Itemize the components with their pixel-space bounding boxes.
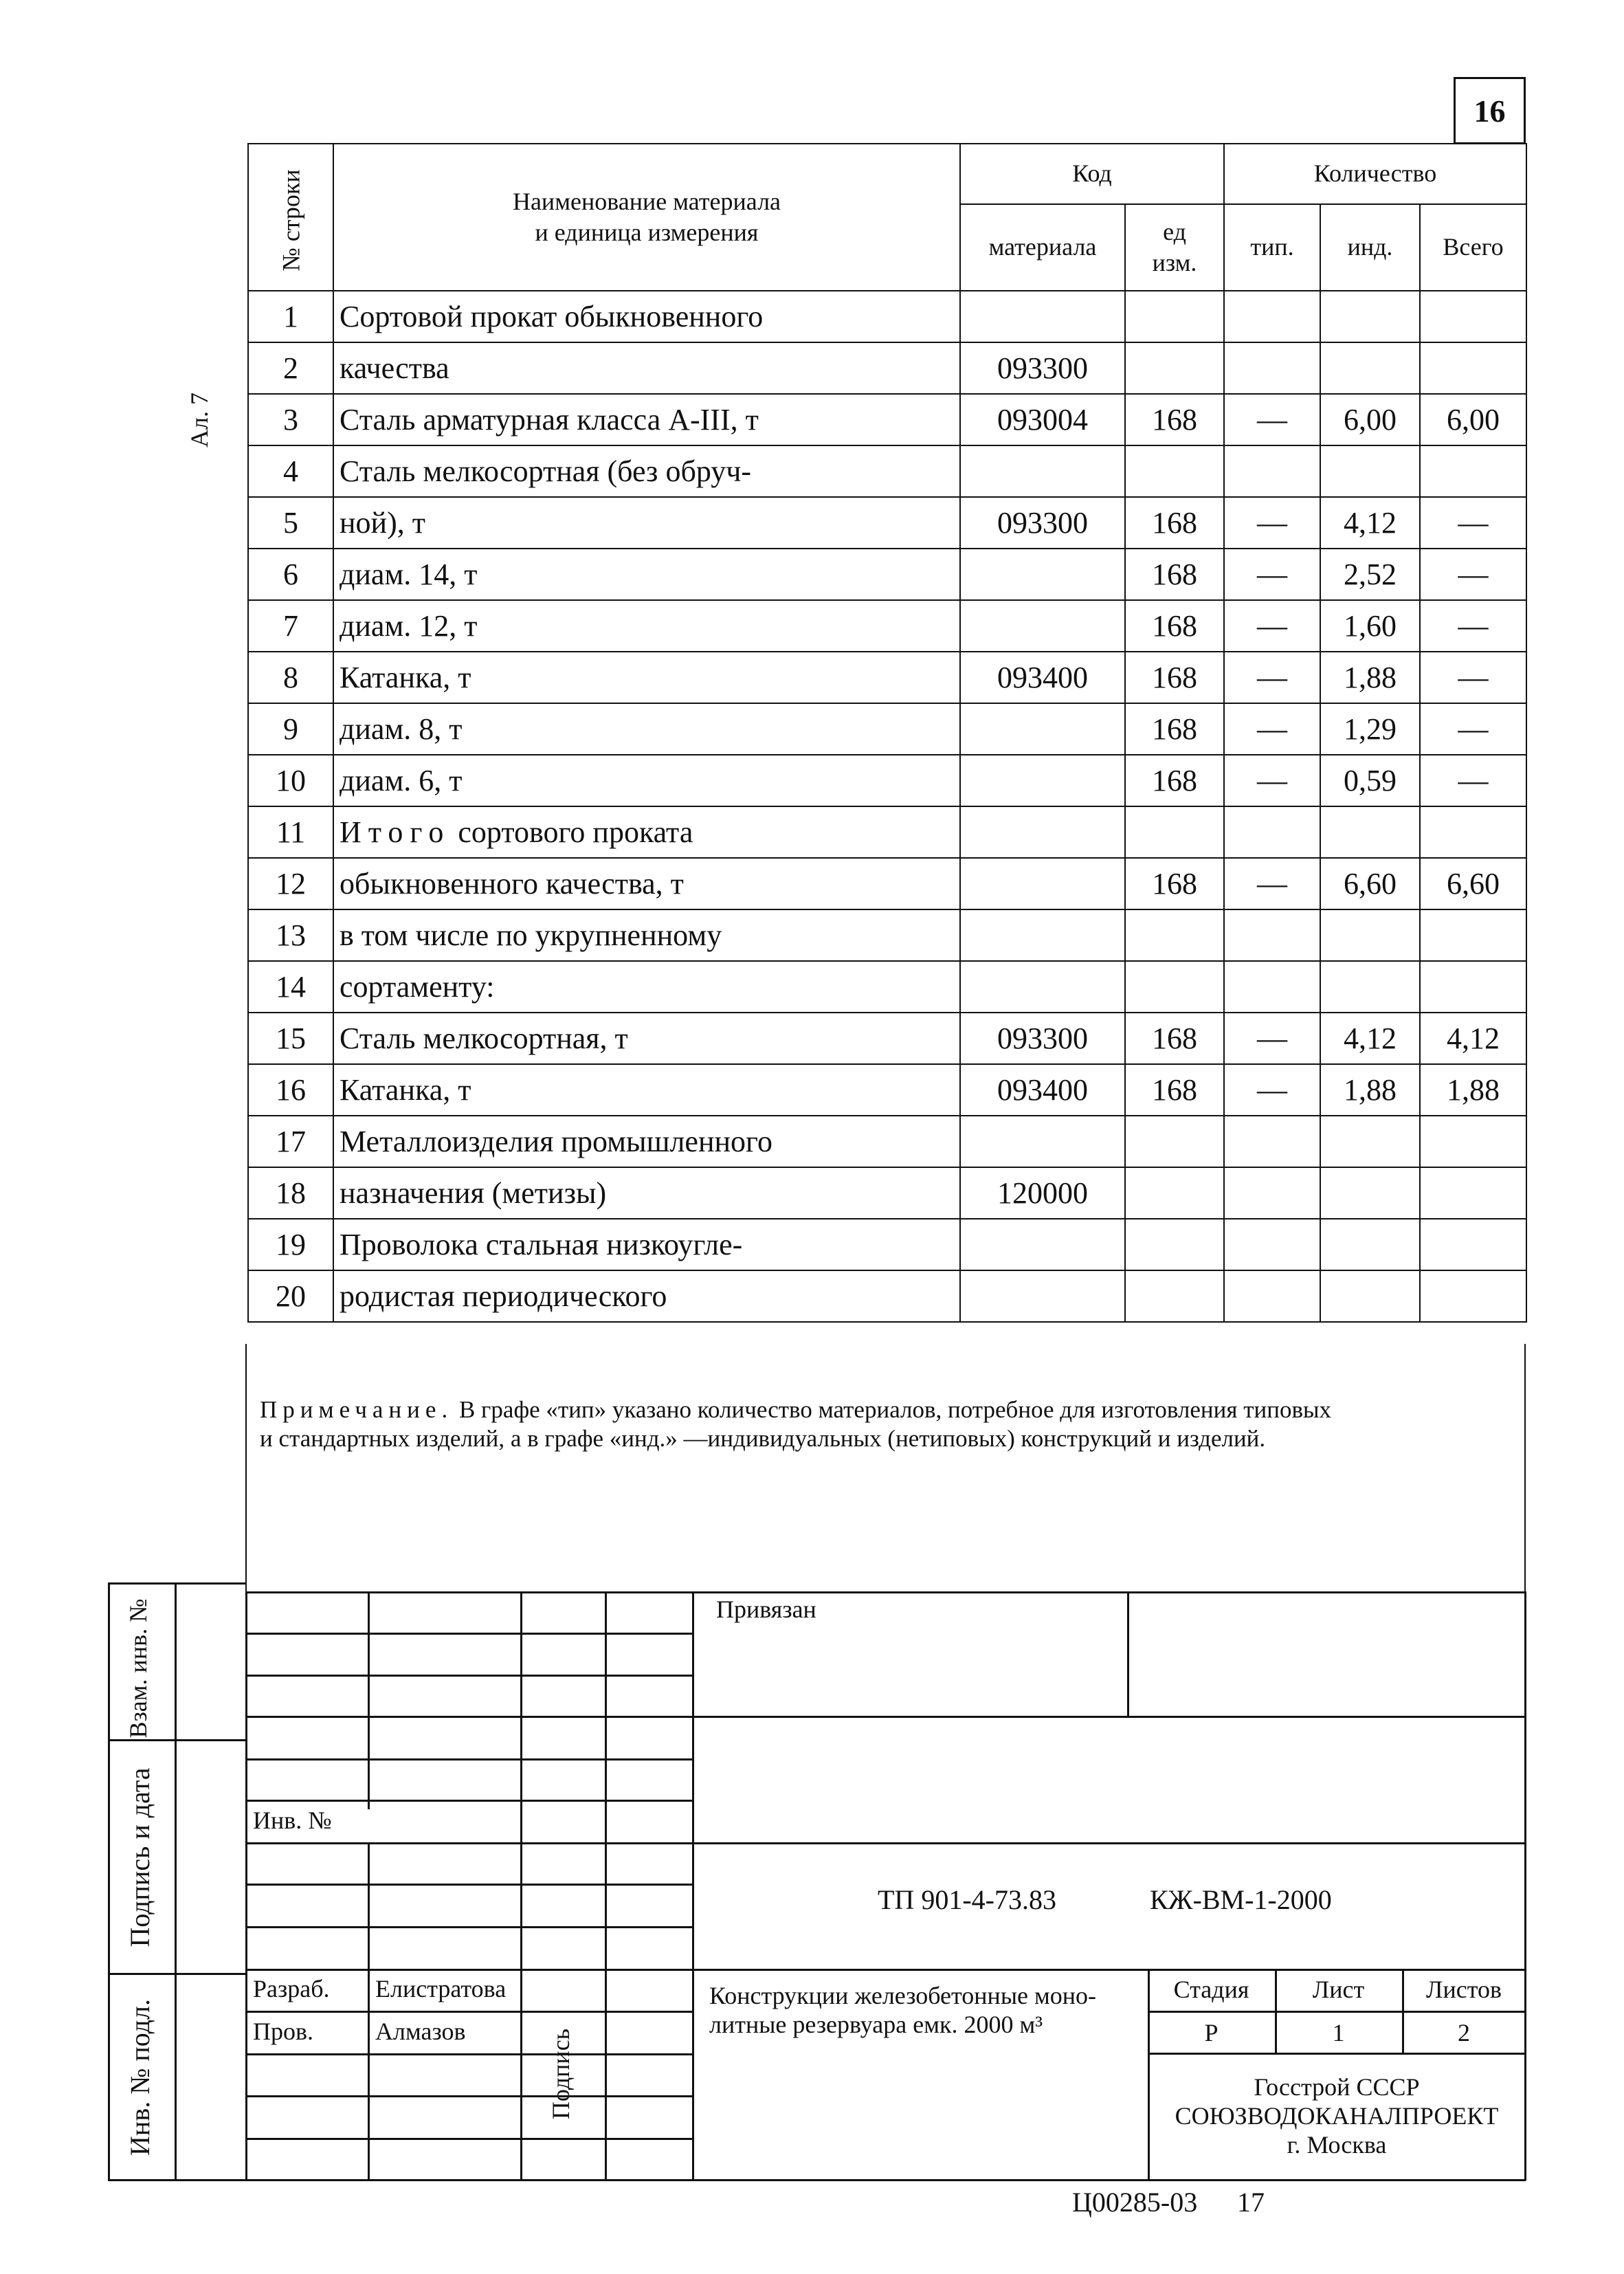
sheets-value: 2 — [1458, 2019, 1470, 2046]
qty-individual — [1320, 1116, 1420, 1167]
table-row — [248, 858, 1526, 909]
table-row — [248, 1219, 1526, 1270]
unit-code — [1125, 342, 1224, 394]
material-name: Катанка, т — [333, 652, 960, 703]
qty-typical — [1224, 342, 1320, 394]
qty-total — [1420, 1116, 1526, 1167]
label-signature-date: Подпись и дата — [124, 1767, 155, 1947]
table-row — [248, 1064, 1526, 1116]
qty-total: 1,88 — [1420, 1064, 1526, 1116]
material-name: диам. 6, т — [333, 755, 960, 806]
table-row — [248, 394, 1526, 445]
material-name: Проволока стальная низкоугле- — [333, 1219, 960, 1270]
developed-label: Разраб. — [253, 1975, 330, 2002]
material-name: Сталь мелкосортная (без обруч- — [333, 445, 960, 497]
unit-code — [1125, 909, 1224, 961]
unit-code: 168 — [1125, 755, 1224, 806]
qty-typical — [1224, 1167, 1320, 1219]
qty-typical: — — [1224, 652, 1320, 703]
org-line3: г. Москва — [1287, 2131, 1387, 2159]
material-name: Катанка, т — [333, 1064, 960, 1116]
row-number: 9 — [248, 703, 333, 755]
row-number: 2 — [248, 342, 333, 394]
row-number: 14 — [248, 961, 333, 1013]
header-qty-typical: тип. — [1224, 204, 1320, 291]
material-name: Сортовой прокат обыкновенного — [333, 291, 960, 342]
unit-code: 168 — [1125, 497, 1224, 549]
header-code-group: Код — [960, 144, 1224, 204]
qty-total: 6,00 — [1420, 394, 1526, 445]
qty-total: 4,12 — [1420, 1013, 1526, 1064]
material-name: Металлоизделия промышленного — [333, 1116, 960, 1167]
qty-typical: — — [1224, 1064, 1320, 1116]
qty-individual: 1,88 — [1320, 652, 1420, 703]
qty-total — [1420, 1167, 1526, 1219]
qty-total — [1420, 961, 1526, 1013]
row-number: 8 — [248, 652, 333, 703]
material-code — [960, 1219, 1125, 1270]
row-number: 7 — [248, 600, 333, 652]
unit-code: 168 — [1125, 600, 1224, 652]
material-code: 093004 — [960, 394, 1125, 445]
project-code: ТП 901-4-73.83 — [878, 1884, 1056, 1915]
qty-individual: 0,59 — [1320, 755, 1420, 806]
header-code-material: материала — [960, 204, 1125, 291]
row-number: 18 — [248, 1167, 333, 1219]
table-row — [248, 755, 1526, 806]
unit-code — [1125, 1116, 1224, 1167]
qty-typical — [1224, 806, 1320, 858]
note-frame — [245, 1344, 1526, 1591]
qty-typical — [1224, 291, 1320, 342]
material-name: назначения (метизы) — [333, 1167, 960, 1219]
table-row — [248, 652, 1526, 703]
header-quantity-group: Количество — [1224, 144, 1526, 204]
material-code: 093300 — [960, 342, 1125, 394]
qty-typical — [1224, 445, 1320, 497]
material-name: качества — [333, 342, 960, 394]
row-number: 12 — [248, 858, 333, 909]
row-number: 19 — [248, 1219, 333, 1270]
org-line1: Госстрой СССР — [1254, 2073, 1420, 2101]
unit-code — [1125, 445, 1224, 497]
developed-name: Елистратова — [375, 1975, 507, 2002]
material-code: 093300 — [960, 1013, 1125, 1064]
qty-total: — — [1420, 549, 1526, 600]
qty-total: — — [1420, 497, 1526, 549]
qty-typical: — — [1224, 1013, 1320, 1064]
qty-individual: 1,88 — [1320, 1064, 1420, 1116]
qty-typical — [1224, 1270, 1320, 1322]
qty-typical: — — [1224, 703, 1320, 755]
table-row — [248, 549, 1526, 600]
qty-individual: 2,52 — [1320, 549, 1420, 600]
footer-doc-code: Ц00285-03 — [1072, 2187, 1198, 2218]
material-name: Итого сортового проката — [333, 806, 960, 858]
unit-code — [1125, 1219, 1224, 1270]
qty-total — [1420, 1270, 1526, 1322]
qty-individual — [1320, 909, 1420, 961]
material-name: ной), т — [333, 497, 960, 549]
stage-label: Стадия — [1173, 1976, 1249, 2003]
material-code — [960, 1116, 1125, 1167]
header-name: Наименование материала и единица измерения — [333, 144, 960, 291]
footer-page: 17 — [1237, 2187, 1265, 2218]
row-number: 1 — [248, 291, 333, 342]
material-code — [960, 703, 1125, 755]
qty-typical: — — [1224, 755, 1320, 806]
label-replaced-inv: Взам. инв. № — [124, 1598, 152, 1738]
materials-table — [247, 143, 1527, 1323]
material-code — [960, 961, 1125, 1013]
qty-individual — [1320, 445, 1420, 497]
unit-code: 168 — [1125, 652, 1224, 703]
qty-individual: 1,60 — [1320, 600, 1420, 652]
material-code — [960, 291, 1125, 342]
row-number: 11 — [248, 806, 333, 858]
unit-code — [1125, 961, 1224, 1013]
qty-total — [1420, 1219, 1526, 1270]
sheet-code: КЖ-ВМ-1-2000 — [1150, 1884, 1332, 1915]
unit-code: 168 — [1125, 858, 1224, 909]
qty-individual — [1320, 291, 1420, 342]
qty-individual: 1,29 — [1320, 703, 1420, 755]
bound-label: Привязан — [716, 1596, 816, 1623]
table-row — [248, 703, 1526, 755]
unit-code: 168 — [1125, 394, 1224, 445]
qty-individual — [1320, 1167, 1420, 1219]
checked-label: Пров. — [253, 2018, 313, 2045]
unit-code: 168 — [1125, 703, 1224, 755]
org-line2: СОЮЗВОДОКАНАЛПРОЕКТ — [1175, 2102, 1499, 2130]
unit-code: 168 — [1125, 1064, 1224, 1116]
qty-total — [1420, 342, 1526, 394]
sheet-label: Лист — [1312, 1976, 1365, 2003]
qty-total — [1420, 291, 1526, 342]
material-code — [960, 755, 1125, 806]
qty-typical: — — [1224, 394, 1320, 445]
sheet-value: 1 — [1332, 2019, 1345, 2046]
qty-typical: — — [1224, 549, 1320, 600]
row-number: 3 — [248, 394, 333, 445]
table-row — [248, 342, 1526, 394]
qty-total: — — [1420, 600, 1526, 652]
unit-code — [1125, 1167, 1224, 1219]
material-code — [960, 445, 1125, 497]
qty-total: — — [1420, 652, 1526, 703]
material-name: Сталь арматурная класса А-III, т — [333, 394, 960, 445]
page-number: 16 — [1473, 93, 1506, 129]
unit-code — [1125, 291, 1224, 342]
row-number: 17 — [248, 1116, 333, 1167]
qty-typical — [1224, 961, 1320, 1013]
row-number: 5 — [248, 497, 333, 549]
material-name: родистая периодического — [333, 1270, 960, 1322]
qty-total: — — [1420, 755, 1526, 806]
stage-value: Р — [1204, 2019, 1219, 2046]
row-number: 13 — [248, 909, 333, 961]
material-code — [960, 549, 1125, 600]
header-qty-individual: инд. — [1320, 204, 1420, 291]
row-number: 16 — [248, 1064, 333, 1116]
qty-typical — [1224, 1116, 1320, 1167]
header-row-number: № строки — [248, 144, 333, 291]
material-code — [960, 806, 1125, 858]
unit-code: 168 — [1125, 1013, 1224, 1064]
qty-individual — [1320, 1219, 1420, 1270]
row-number: 6 — [248, 549, 333, 600]
material-name: сортаменту: — [333, 961, 960, 1013]
signature-label: Подпись — [547, 2028, 575, 2120]
note-line1: В графе «тип» указано количество материалов, потребное для изготовления типовых — [453, 1396, 1332, 1423]
material-code: 093400 — [960, 652, 1125, 703]
sheets-label: Листов — [1426, 1976, 1502, 2003]
material-code — [960, 600, 1125, 652]
table-row — [248, 1167, 1526, 1219]
table-row — [248, 497, 1526, 549]
header-qty-total: Всего — [1420, 204, 1526, 291]
material-name: в том числе по укрупненному — [333, 909, 960, 961]
qty-individual: 4,12 — [1320, 497, 1420, 549]
qty-total — [1420, 909, 1526, 961]
note-label: Примечание. — [260, 1396, 454, 1423]
material-code: 093300 — [960, 497, 1125, 549]
qty-individual — [1320, 342, 1420, 394]
material-code — [960, 858, 1125, 909]
material-code — [960, 1270, 1125, 1322]
title-line2: литные резервуара емк. 2000 м³ — [709, 2011, 1043, 2038]
table-row — [248, 1013, 1526, 1064]
material-name: обыкновенного качества, т — [333, 858, 960, 909]
material-name: диам. 8, т — [333, 703, 960, 755]
qty-total: — — [1420, 703, 1526, 755]
material-name: диам. 14, т — [333, 549, 960, 600]
table-row — [248, 806, 1526, 858]
page-number-box — [1454, 77, 1526, 144]
qty-individual: 4,12 — [1320, 1013, 1420, 1064]
row-number: 4 — [248, 445, 333, 497]
qty-individual: 6,60 — [1320, 858, 1420, 909]
note — [260, 1395, 1517, 1453]
qty-typical: — — [1224, 600, 1320, 652]
unit-code: 168 — [1125, 549, 1224, 600]
qty-individual: 6,00 — [1320, 394, 1420, 445]
row-number: 15 — [248, 1013, 333, 1064]
qty-individual — [1320, 806, 1420, 858]
qty-typical: — — [1224, 858, 1320, 909]
qty-typical — [1224, 909, 1320, 961]
label-inv-orig: Инв. № подл. — [124, 1999, 155, 2156]
qty-total — [1420, 445, 1526, 497]
qty-individual — [1320, 1270, 1420, 1322]
note-line2: и стандартных изделий, а в графе «инд.» —индивидуальных (нетиповых) конструкций и изделий. — [260, 1425, 1266, 1452]
qty-typical: — — [1224, 497, 1320, 549]
qty-total — [1420, 806, 1526, 858]
table-row — [248, 1116, 1526, 1167]
material-name: диам. 12, т — [333, 600, 960, 652]
qty-typical — [1224, 1219, 1320, 1270]
unit-code — [1125, 1270, 1224, 1322]
table-row — [248, 600, 1526, 652]
side-label: Ал. 7 — [186, 393, 213, 448]
material-code: 120000 — [960, 1167, 1125, 1219]
checked-name: Алмазов — [375, 2018, 466, 2045]
header-code-unit: ед изм. — [1125, 204, 1224, 291]
title-line1: Конструкции железобетонные моно- — [709, 1982, 1097, 2009]
material-name: Сталь мелкосортная, т — [333, 1013, 960, 1064]
table-row — [248, 909, 1526, 961]
qty-total: 6,60 — [1420, 858, 1526, 909]
table-row — [248, 961, 1526, 1013]
material-code: 093400 — [960, 1064, 1125, 1116]
table-row — [248, 1270, 1526, 1322]
table-row — [248, 445, 1526, 497]
material-code — [960, 909, 1125, 961]
inv-no-label: Инв. № — [253, 1807, 332, 1834]
table-row — [248, 291, 1526, 342]
row-number: 20 — [248, 1270, 333, 1322]
unit-code — [1125, 806, 1224, 858]
row-number: 10 — [248, 755, 333, 806]
qty-individual — [1320, 961, 1420, 1013]
